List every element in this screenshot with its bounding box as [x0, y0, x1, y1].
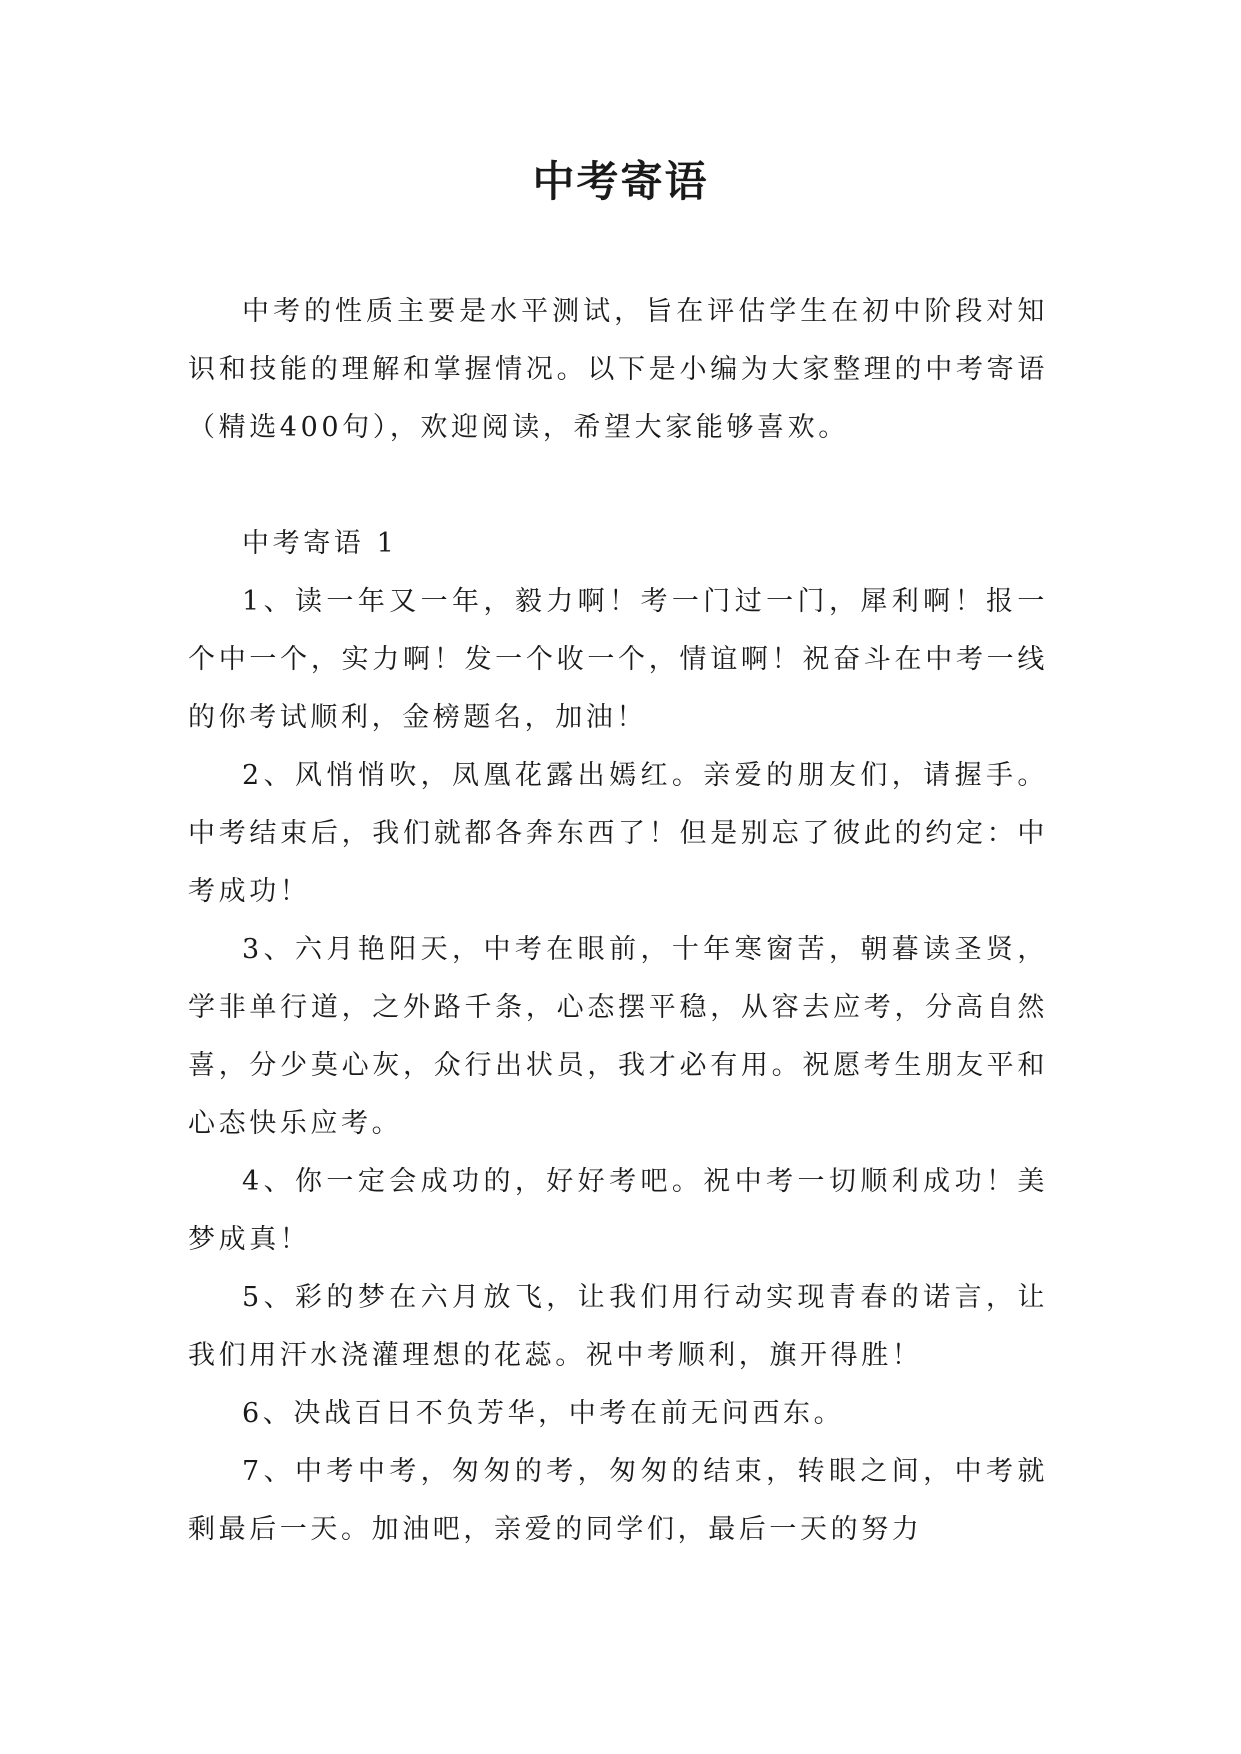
- list-item: 3、六月艳阳天，中考在眼前，十年寒窗苦，朝暮读圣贤，学非单行道，之外路千条，心态摆平稳，从容去应考，分高自然喜，分少莫心灰，众行出状员，我才必有用。祝愿考生朋友平和心态快乐应考。: [188, 934, 1048, 1139]
- list-item: 6、决战百日不负芳华，中考在前无问西东。: [242, 1398, 845, 1429]
- list-item: 2、风悄悄吹，凤凰花露出嫣红。亲爱的朋友们，请握手。中考结束后，我们就都各奔东西了！但是别忘了彼此的约定：中考成功！: [188, 760, 1048, 907]
- list-item: 7、中考中考，匆匆的考，匆匆的结束，转眼之间，中考就剩最后一天。加油吧，亲爱的同学们，最后一天的努力: [188, 1456, 1048, 1545]
- list-item: 5、彩的梦在六月放飞，让我们用行动实现青春的诺言，让我们用汗水浇灌理想的花蕊。祝中考顺利，旗开得胜！: [188, 1282, 1048, 1371]
- intro-paragraph: 中考的性质主要是水平测试，旨在评估学生在初中阶段对知识和技能的理解和掌握情况。以下是小编为大家整理的中考寄语（精选400句），欢迎阅读，希望大家能够喜欢。: [188, 296, 1048, 443]
- section-heading: 中考寄语 1: [242, 528, 398, 559]
- paragraph-spacer: [188, 457, 1048, 515]
- document-title: 中考寄语: [532, 157, 709, 206]
- document-body: [188, 283, 1048, 1559]
- list-item: 1、读一年又一年，毅力啊！考一门过一门，犀利啊！报一个中一个，实力啊！发一个收一个，情谊啊！祝奋斗在中考一线的你考试顺利，金榜题名，加油！: [188, 586, 1048, 733]
- list-item: 4、你一定会成功的，好好考吧。祝中考一切顺利成功！美梦成真！: [188, 1166, 1048, 1255]
